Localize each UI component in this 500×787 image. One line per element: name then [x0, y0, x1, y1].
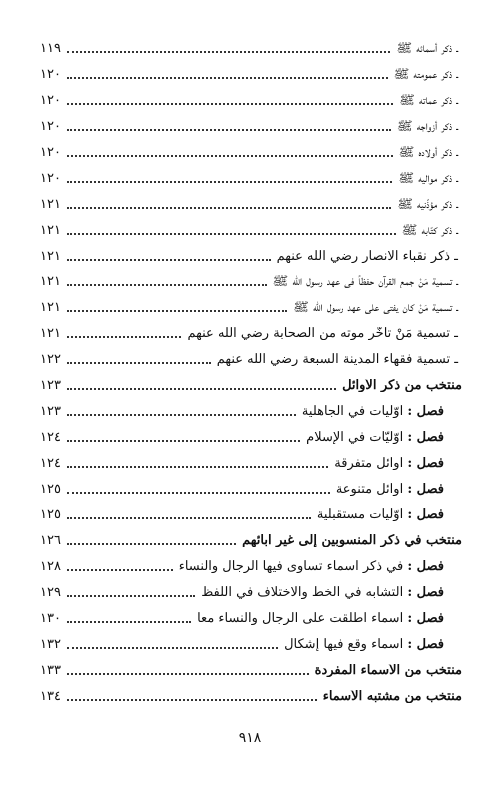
- toc-entry-page: ١٢٢: [40, 352, 61, 368]
- dot-leader: [67, 258, 271, 261]
- dot-leader: [67, 309, 287, 312]
- dot-leader: [67, 102, 393, 105]
- toc-entry: [40, 165, 462, 191]
- toc-entry-title: منتخب في ذكر المنسوبين إلى غير آبائهم: [242, 534, 462, 548]
- toc-entry-label: فصل :: [407, 482, 444, 496]
- toc-entry-text: أوّليات في الجاهلية: [301, 404, 404, 418]
- toc-entry-page: ١٢٠: [40, 145, 61, 160]
- toc-entry-text: أوائل متنوعة: [335, 482, 404, 496]
- toc-entry-text: أوّليات مستقبلية: [316, 508, 404, 522]
- toc-entry-title: [306, 431, 462, 444]
- dot-leader: [67, 568, 173, 571]
- toc-entry-page: ١٢٦: [40, 533, 61, 549]
- dot-leader: [67, 698, 317, 701]
- toc-entry-text: أوائل متفرقة: [334, 456, 404, 470]
- toc-entry-page: ١٢٨: [40, 559, 61, 575]
- dot-leader: [67, 128, 391, 131]
- dot-leader: [67, 180, 392, 183]
- dot-leader: [67, 672, 309, 675]
- toc-entry-title: ـ تسمية فقهاء المدينة السبعة رضي الله عنهم: [216, 353, 458, 367]
- toc-entry: [40, 114, 462, 140]
- toc-entry-text: أسماء وقع فيها إشكال: [284, 637, 404, 651]
- page-number: ٩١٨: [238, 730, 262, 746]
- dot-leader: [67, 516, 311, 519]
- toc-entry-title: منتخب من ذكر الأوائل: [342, 379, 462, 393]
- dot-leader: [67, 542, 236, 545]
- toc-entry-page: ١٢٠: [40, 93, 61, 109]
- toc-entry-page: ١٢٠: [40, 170, 61, 186]
- toc-entry: [40, 62, 462, 88]
- dot-leader: [67, 594, 195, 597]
- toc-entry-page: ١٢٣: [40, 403, 61, 419]
- toc-entry-page: ١٣٤: [40, 688, 61, 704]
- dot-leader: [67, 335, 182, 338]
- toc-entry: [40, 373, 462, 399]
- toc-entry-text: في ذكر أسماء تساوى فيها الرجال والنساء: [178, 560, 404, 574]
- dot-leader: [67, 491, 330, 494]
- toc-entry-label: فصل :: [407, 560, 444, 574]
- dot-leader: [67, 465, 328, 468]
- toc-entry-page: ١٢٣: [40, 378, 61, 394]
- toc-entry: [40, 450, 462, 476]
- toc-entry: [40, 295, 462, 321]
- toc-entry: [40, 217, 462, 243]
- toc-entry: [40, 606, 462, 632]
- toc-entry: [40, 191, 462, 217]
- toc-entry: [40, 528, 462, 554]
- toc-entry: [40, 580, 462, 606]
- toc-entry-title: [336, 483, 462, 496]
- toc-entry-title: [334, 457, 462, 470]
- toc-entry-label: فصل :: [407, 404, 444, 418]
- toc-entry-title: ـ ذكر كتّابه ﷺ: [401, 223, 458, 237]
- dot-leader: [67, 387, 336, 390]
- toc-entry-title: ـ ذكر عماته ﷺ: [399, 94, 458, 108]
- toc-entry: [40, 36, 462, 62]
- table-of-contents: [40, 36, 462, 709]
- toc-entry: [40, 321, 462, 347]
- toc-entry-title: [179, 560, 462, 573]
- toc-entry-page: ١٣٣: [40, 662, 61, 678]
- dot-leader: [67, 361, 211, 364]
- toc-entry-page: ١٢١: [40, 196, 61, 212]
- toc-entry: [40, 140, 462, 166]
- toc-entry-label: فصل :: [407, 508, 444, 522]
- toc-entry-page: ١٢٤: [40, 429, 61, 445]
- toc-entry-label: فصل :: [407, 612, 444, 626]
- toc-entry-label: فصل :: [407, 637, 444, 651]
- toc-entry: [40, 502, 462, 528]
- toc-entry-text: أسماء أطلقت على الرجال والنساء معاً: [197, 612, 404, 626]
- toc-entry-title: [284, 638, 462, 651]
- toc-entry-page: ١٢٠: [40, 119, 61, 135]
- dot-leader: [67, 646, 278, 649]
- toc-entry-title: ـ ذكر مؤذّنيه ﷺ: [397, 197, 458, 211]
- toc-entry: [40, 683, 462, 709]
- toc-entry: [40, 554, 462, 580]
- toc-entry-title: ـ ذكر أولاده ﷺ: [398, 146, 458, 159]
- toc-entry-page: ١٢٥: [40, 481, 61, 497]
- toc-entry-title: [317, 508, 462, 521]
- toc-entry-page: ١٣٢: [40, 636, 61, 652]
- toc-entry-page: ١٢٩: [40, 585, 61, 601]
- toc-entry: [40, 347, 462, 373]
- dot-leader: [67, 413, 296, 416]
- toc-entry-page: ١٢٥: [40, 507, 61, 523]
- toc-entry-page: ١١٩: [40, 41, 61, 57]
- toc-entry-title: [197, 612, 462, 625]
- dot-leader: [67, 76, 388, 79]
- toc-entry-title: ـ ذكر أسمائه ﷺ: [396, 42, 458, 56]
- toc-entry-title: ـ تسمية مَنْ تأخّر موته من الصحابة رضي الله عنهم: [187, 327, 458, 341]
- toc-entry: [40, 424, 462, 450]
- toc-entry-page: ١٢١: [40, 300, 61, 316]
- dot-leader: [67, 206, 391, 209]
- toc-entry: [40, 631, 462, 657]
- toc-entry: [40, 476, 462, 502]
- toc-entry: [40, 657, 462, 683]
- toc-entry-label: فصل :: [407, 430, 444, 444]
- toc-entry-title: ـ ذكر مواليه ﷺ: [398, 171, 458, 185]
- toc-entry-page: ١٣٠: [40, 611, 61, 627]
- toc-entry-title: [201, 586, 462, 599]
- toc-entry-page: ١٢٤: [40, 455, 61, 471]
- toc-entry-page: ١٢٠: [40, 67, 61, 83]
- toc-entry-title: ـ ذكر عمومته ﷺ: [393, 68, 458, 82]
- dot-leader: [67, 620, 191, 623]
- toc-entry-title: [302, 405, 462, 418]
- toc-entry-title: ـ ذكر نقباء الأنصار رضي الله عنهم: [276, 249, 458, 263]
- dot-leader: [67, 50, 390, 53]
- toc-entry-title: ـ ذكر أزواجه ﷺ: [396, 120, 458, 134]
- toc-entry-title: منتخب من الأسماء المفردة: [314, 663, 462, 677]
- toc-entry-page: ١٢١: [40, 248, 61, 264]
- toc-entry: [40, 88, 462, 114]
- toc-entry: [40, 398, 462, 424]
- toc-entry-title: منتخب من مشتبه الأسماء: [322, 689, 462, 703]
- toc-entry-text: التشابه في الخط والاختلاف في اللفظ: [201, 586, 404, 600]
- dot-leader: [67, 154, 393, 157]
- dot-leader: [67, 283, 267, 286]
- toc-entry-label: فصل :: [407, 586, 444, 600]
- toc-entry-title: ـ تسمية مَنْ جمع القرآن حفظاً في عهد رسول الله ﷺ: [272, 275, 458, 289]
- toc-entry-label: فصل :: [407, 456, 444, 470]
- toc-entry: [40, 269, 462, 295]
- toc-entry-page: ١٢١: [40, 274, 61, 290]
- toc-entry-page: ١٢١: [40, 326, 61, 342]
- toc-entry: [40, 243, 462, 269]
- dot-leader: [67, 439, 300, 442]
- dot-leader: [67, 232, 396, 235]
- toc-entry-text: أوّليّات في الإسلام: [306, 430, 404, 444]
- toc-entry-page: ١٢١: [40, 222, 61, 238]
- toc-entry-title: ـ تسمية مَنْ كان يفتي على عهد رسول الله ﷺ: [293, 301, 458, 315]
